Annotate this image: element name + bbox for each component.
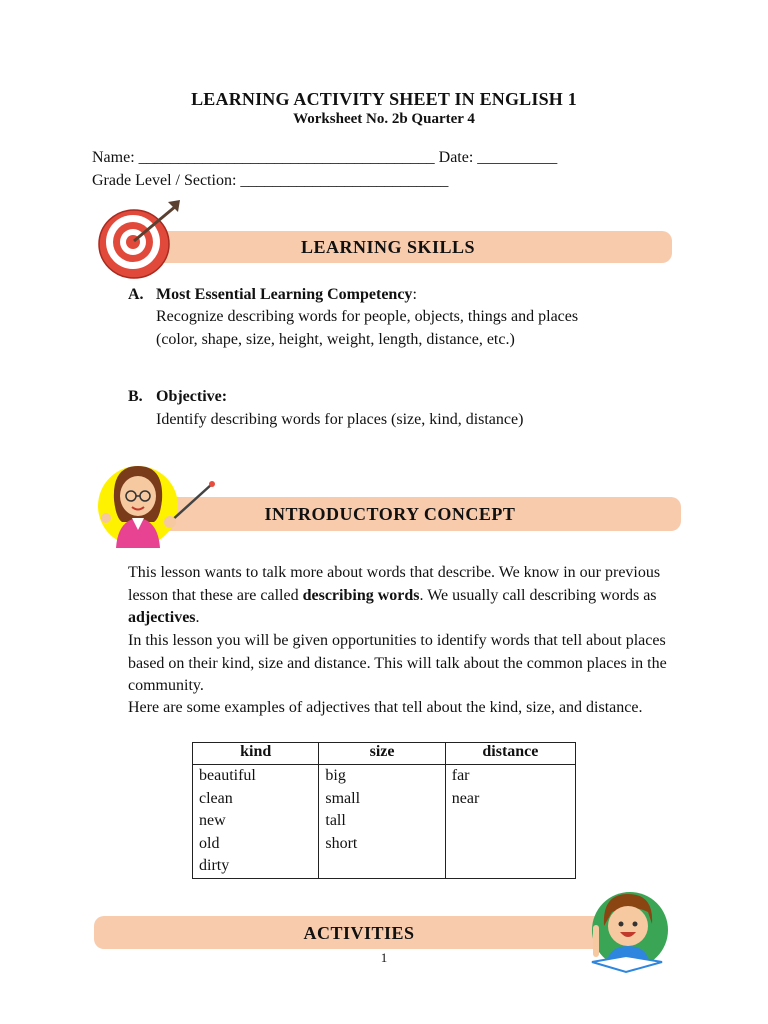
teacher-pointer-icon [94,460,218,548]
intro-heading: INTRODUCTORY CONCEPT [264,504,516,524]
worksheet-subtitle: Worksheet No. 2b Quarter 4 [293,111,475,127]
intro-paragraph-2: In this lesson you will be given opportunities to identify words that tell about places based on their kind, size and distance. This will talk about the common places in the community. [128,632,667,695]
header-distance: distance [445,743,575,765]
table-row [193,765,576,879]
page-number: 1 [380,950,388,965]
distance-cell: far near [445,765,575,879]
section-a-colon: : [412,286,417,303]
section-a-label: Most Essential Learning Competency [156,286,413,303]
kind-cell: beautiful clean new old dirty [193,765,319,879]
intro-paragraph-3: Here are some examples of adjectives that tell about the kind, size, and distance. [128,699,643,716]
section-a-letter: A. [128,286,144,303]
objective-line: Identify describing words for places (size, kind, distance) [156,411,524,428]
size-cell: big small tall short [319,765,445,879]
competency-line-1: Recognize describing words for people, objects, things and places [156,308,579,325]
activities-heading: ACTIVITIES [303,923,415,943]
learning-skills-heading: LEARNING SKILLS [300,237,476,257]
section-b-letter: B. [128,388,143,405]
header-kind: kind [193,743,319,765]
grade-section-line: Grade Level / Section: __________________________ [92,172,449,189]
target-arrow-icon [96,200,182,282]
intro-paragraph-1: This lesson wants to talk more about words that describe. We know in our previous lesson that these are called describing words. We usually call describing words as adjectives. [128,564,661,627]
section-b-label: Objective: [156,388,228,405]
worksheet-title: LEARNING ACTIVITY SHEET IN ENGLISH 1 [191,89,577,109]
name-date-line: Name: _____________________________________ Date: __________ [92,149,558,166]
adjectives-table [192,742,576,879]
header-size: size [319,743,445,765]
competency-line-2: (color, shape, size, height, weight, length, distance, etc.) [156,331,515,348]
table-header-row [193,743,576,765]
